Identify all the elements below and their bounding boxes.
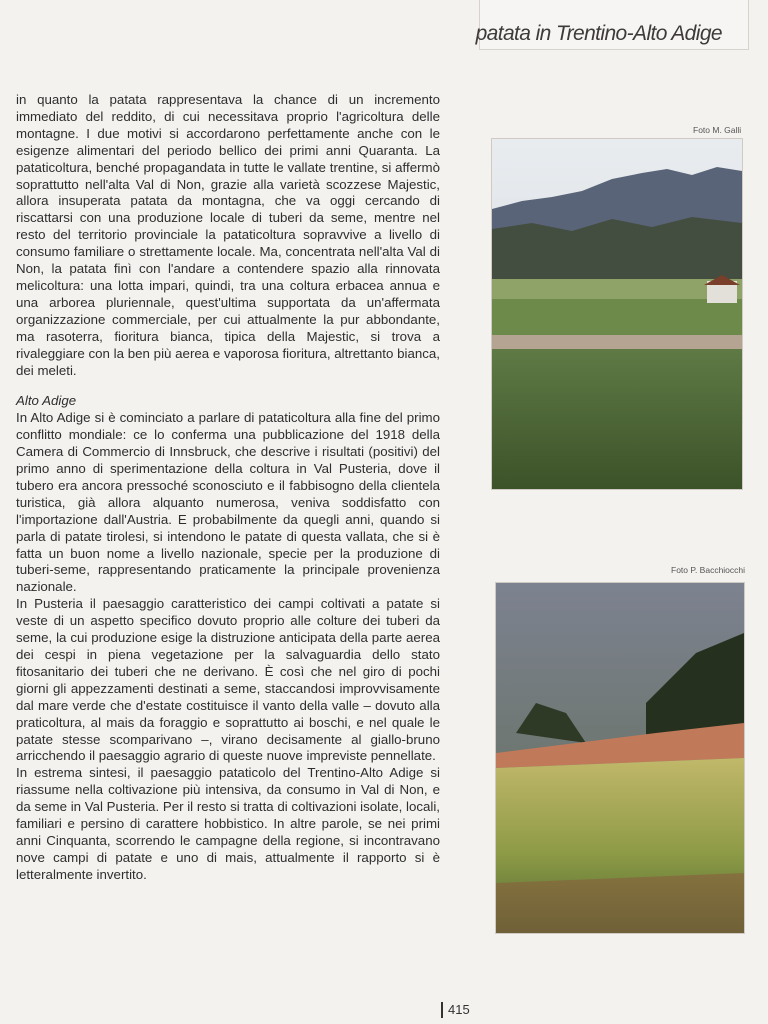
photo-credit-2: Foto P. Bacchiocchi — [671, 565, 746, 575]
section-heading: Alto Adige — [16, 393, 77, 409]
photo-val-di-non-potato-field — [491, 138, 743, 490]
paragraph-2: In Alto Adige si è cominciato a parlare di pataticoltura alla fine del primo conflitto mondiale: ce lo conferma una pubblicazione del 1918 della Camera di Commercio di Innsbruck, che descrive i risultati (positivi) del primo anno di sperimentazione della coltura in Val Pusteria, dove il tubero era ancora pressoché sconosciuto e il fabbisogno della clientela turistica, già allora alquanto numerosa, veniva soddisfatto con l'importazione dall'Austria. E probabilmente da quegli anni, quando si parla di patate tirolesi, si intendono le patate di questa vallata, che si è fatta un buon nome a livello nazionale, specie per la produzione di tuberi-seme, rappresentando praticamente la principale provenienza nazionale. — [16, 410, 440, 595]
paragraph-3: In Pusteria il paesaggio caratteristico dei campi coltivati a patate si veste di un aspetto specifico dovuto proprio alle colture dei tuberi da seme, la cui produzione esige la distruzione anticipata della parte aerea dei cespi in piena vegetazione per la salvaguardia dello stato fitosanitario dei tuberi che ne derivano. È così che nel giro di pochi giorni gli appezzamenti destinati a seme, staccandosi improvvisamente dal mare verde che d'estate costituisce il vanto della valle – dovuto alla praticoltura, al mais da foraggio e soprattutto ai boschi, e nel quale le patate stesse scomparivano –, virano decisamente al giallo-bruno arricchendo il paesaggio agrario di queste nuove impreviste pennellate. — [16, 596, 440, 764]
page-number: 415 — [441, 1002, 470, 1018]
running-header-title: patata in Trentino-Alto Adige — [475, 22, 722, 45]
main-text-column — [16, 92, 440, 884]
paragraph-4: In estrema sintesi, il paesaggio pataticolo del Trentino-Alto Adige si riassume nella coltivazione più intensiva, da consumo in Val di Non, e da seme in Val Pusteria. Per il resto si tratta di coltivazioni isolate, locali, familiari e persino di carattere hobbistico. In altre parole, se nei primi anni Cinquanta, scorrendo le campagne della regione, si incontravano nove campi di patate e uno di mais, attualmente il rapporto si è letteralmente invertito. — [16, 765, 440, 882]
paragraph-1: in quanto la patata rappresentava la chance di un incremento immediato del reddito, di cui necessitava proprio l'agricoltura delle montagne. I due motivi si accordarono perfettamente anche con le esigenze alimentari del periodo bellico dei primi anni Quaranta. La pataticoltura, benché propagandata in tutte le vallate trentine, si affermò soprattutto nell'alta Val di Non, grazie alla varietà scozzese Majestic, allora insuperata patata da montagna, che va oggi cercando di riscattarsi con una produzione locale di tuberi da seme, mentre nel resto del territorio provinciale la pataticoltura sopravvive a livello di consumo familiare o strettamente locale. Ma, concentrata nell'alta Val di Non, la patata finì con l'andare a contendere spazio alla rinnovata melicoltura: una lotta impari, quindi, tra una coltura erbacea annua e una arborea pluriennale, quest'ultima supportata da un'affermata organizzazione commerciale, per cui attualmente la pur abbondante, ma rasoterra, fioritura bianca, tipica della Majestic, si trova a rivaleggiare con la ben più aerea e vaporosa fioritura, altrettanto bianca, dei meleti. — [16, 92, 440, 378]
running-header — [475, 0, 749, 50]
photo-val-pusteria-seed-potato-fields — [495, 582, 745, 934]
photo-credit-1: Foto M. Galli — [693, 125, 742, 135]
